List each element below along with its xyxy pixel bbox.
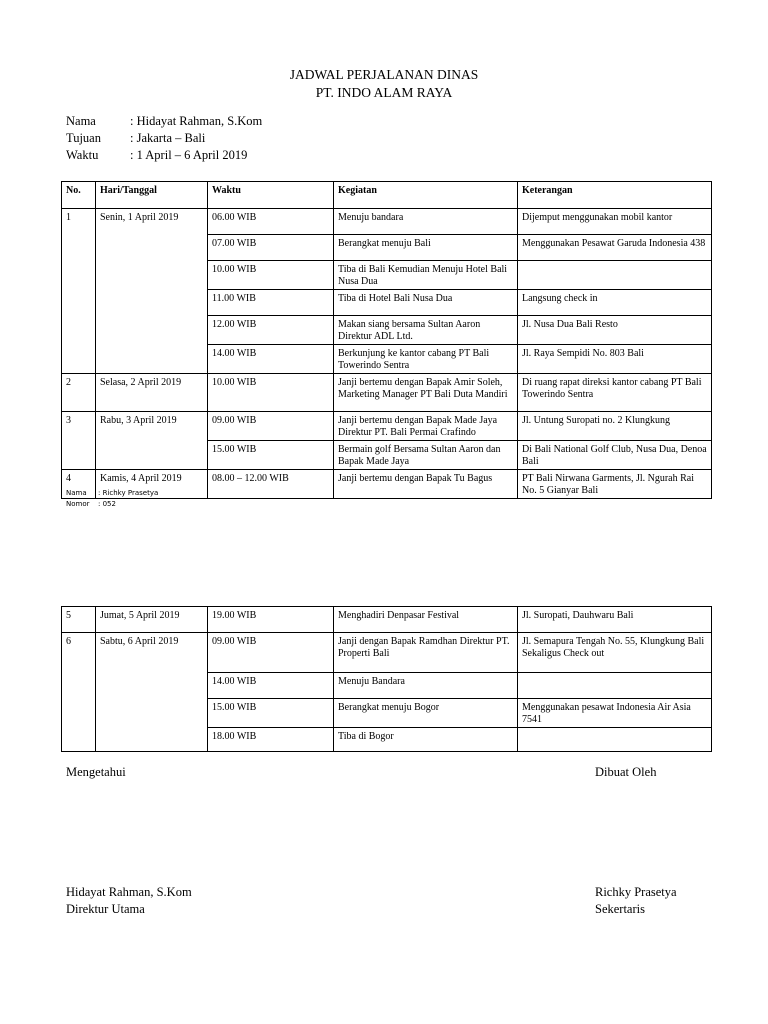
row-note: Di Bali National Golf Club, Nusa Dua, Denoa Bali (518, 441, 712, 470)
row-note: Menggunakan pesawat Indonesia Air Asia 7541 (518, 699, 712, 728)
row-activity: Makan siang bersama Sultan Aaron Direktur ADL Ltd. (334, 316, 518, 345)
header-time: Waktu (208, 182, 334, 209)
header-no: No. (62, 182, 96, 209)
student-name-label: Nama (66, 489, 87, 497)
row-day: Senin, 1 April 2019 (96, 209, 208, 374)
schedule-table-part1 (61, 181, 712, 499)
company-name: PT. INDO ALAM RAYA (315, 85, 453, 100)
row-note: Dijemput menggunakan mobil kantor (518, 209, 712, 235)
row-time: 19.00 WIB (208, 607, 334, 633)
row-time: 10.00 WIB (208, 374, 334, 412)
row-note: PT Bali Nirwana Garments, Jl. Ngurah Rai No. 5 Gianyar Bali (518, 470, 712, 499)
row-note (518, 673, 712, 699)
row-note: Menggunakan Pesawat Garuda Indonesia 438 (518, 235, 712, 261)
row-activity: Janji bertemu dengan Bapak Amir Soleh, Marketing Manager PT Bali Duta Mandiri (334, 374, 518, 412)
row-activity: Tiba di Hotel Bali Nusa Dua (334, 290, 518, 316)
row-activity: Berkunjung ke kantor cabang PT Bali Towerindo Sentra (334, 345, 518, 374)
info-name (66, 112, 262, 130)
sign-left-heading: Mengetahui (66, 765, 126, 779)
row-time: 10.00 WIB (208, 261, 334, 290)
row-activity: Menuju bandara (334, 209, 518, 235)
row-activity: Berangkat menuju Bali (334, 235, 518, 261)
student-number (66, 499, 116, 510)
row-activity: Berangkat menuju Bogor (334, 699, 518, 728)
row-time: 14.00 WIB (208, 673, 334, 699)
row-note: Di ruang rapat direksi kantor cabang PT Bali Towerindo Sentra (518, 374, 712, 412)
info-value: : 1 April – 6 April 2019 (130, 148, 248, 162)
document-title: JADWAL PERJALANAN DINAS (289, 67, 479, 82)
row-activity: Menghadiri Denpasar Festival (334, 607, 518, 633)
row-activity: Menuju Bandara (334, 673, 518, 699)
row-no: 3 (62, 412, 96, 470)
info-time (66, 146, 247, 164)
table-row (62, 412, 712, 441)
info-destination (66, 129, 205, 147)
info-label: Tujuan (66, 131, 101, 145)
sign-right-heading: Dibuat Oleh (595, 765, 657, 779)
student-number-value: : 052 (98, 500, 116, 508)
row-time: 08.00 – 12.00 WIB (208, 470, 334, 499)
table-row (62, 607, 712, 633)
sign-left-title: Direktur Utama (66, 902, 145, 916)
student-number-label: Nomor (66, 500, 90, 508)
sign-right-title: Sekertaris (595, 902, 645, 916)
row-time: 18.00 WIB (208, 728, 334, 752)
row-time: 11.00 WIB (208, 290, 334, 316)
table-row (62, 633, 712, 673)
row-no: 5 (62, 607, 96, 633)
student-name (66, 488, 158, 499)
row-day: Kamis, 4 April 2019 (96, 470, 208, 499)
row-day: Sabtu, 6 April 2019 (96, 633, 208, 752)
row-day: Rabu, 3 April 2019 (96, 412, 208, 470)
sign-left-name: Hidayat Rahman, S.Kom (66, 885, 192, 899)
row-note: Jl. Suropati, Dauhwaru Bali (518, 607, 712, 633)
row-time: 07.00 WIB (208, 235, 334, 261)
row-activity: Janji dengan Bapak Ramdhan Direktur PT. Properti Bali (334, 633, 518, 673)
table-header-row (62, 182, 712, 209)
row-time: 09.00 WIB (208, 412, 334, 441)
row-no: 2 (62, 374, 96, 412)
row-no: 6 (62, 633, 96, 752)
info-label: Waktu (66, 148, 99, 162)
row-day: Selasa, 2 April 2019 (96, 374, 208, 412)
sign-right-name: Richky Prasetya (595, 885, 677, 899)
row-activity: Tiba di Bogor (334, 728, 518, 752)
row-note (518, 261, 712, 290)
row-time: 09.00 WIB (208, 633, 334, 673)
row-time: 15.00 WIB (208, 699, 334, 728)
row-note: Jl. Untung Suropati no. 2 Klungkung (518, 412, 712, 441)
info-value: : Jakarta – Bali (130, 131, 206, 145)
row-note: Jl. Semapura Tengah No. 55, Klungkung Bali Sekaligus Check out (518, 633, 712, 673)
student-name-value: : Richky Prasetya (98, 489, 159, 497)
header-day: Hari/Tanggal (96, 182, 208, 209)
table-row (62, 209, 712, 235)
info-value: : Hidayat Rahman, S.Kom (130, 114, 263, 128)
header-note: Keterangan (518, 182, 712, 209)
row-day: Jumat, 5 April 2019 (96, 607, 208, 633)
row-activity: Janji bertemu dengan Bapak Tu Bagus (334, 470, 518, 499)
schedule-table-part2 (61, 606, 712, 752)
info-label: Nama (66, 114, 96, 128)
table-row (62, 374, 712, 412)
row-no: 1 (62, 209, 96, 374)
row-activity: Tiba di Bali Kemudian Menuju Hotel Bali Nusa Dua (334, 261, 518, 290)
row-activity: Bermain golf Bersama Sultan Aaron dan Bapak Made Jaya (334, 441, 518, 470)
row-activity: Janji bertemu dengan Bapak Made Jaya Direktur PT. Bali Permai Crafindo (334, 412, 518, 441)
row-note: Langsung check in (518, 290, 712, 316)
table-row (62, 470, 712, 499)
row-note: Jl. Raya Sempidi No. 803 Bali (518, 345, 712, 374)
row-time: 12.00 WIB (208, 316, 334, 345)
row-time: 14.00 WIB (208, 345, 334, 374)
row-time: 15.00 WIB (208, 441, 334, 470)
row-time: 06.00 WIB (208, 209, 334, 235)
row-note: Jl. Nusa Dua Bali Resto (518, 316, 712, 345)
header-activity: Kegiatan (334, 182, 518, 209)
row-no: 4 (62, 470, 96, 499)
row-note (518, 728, 712, 752)
